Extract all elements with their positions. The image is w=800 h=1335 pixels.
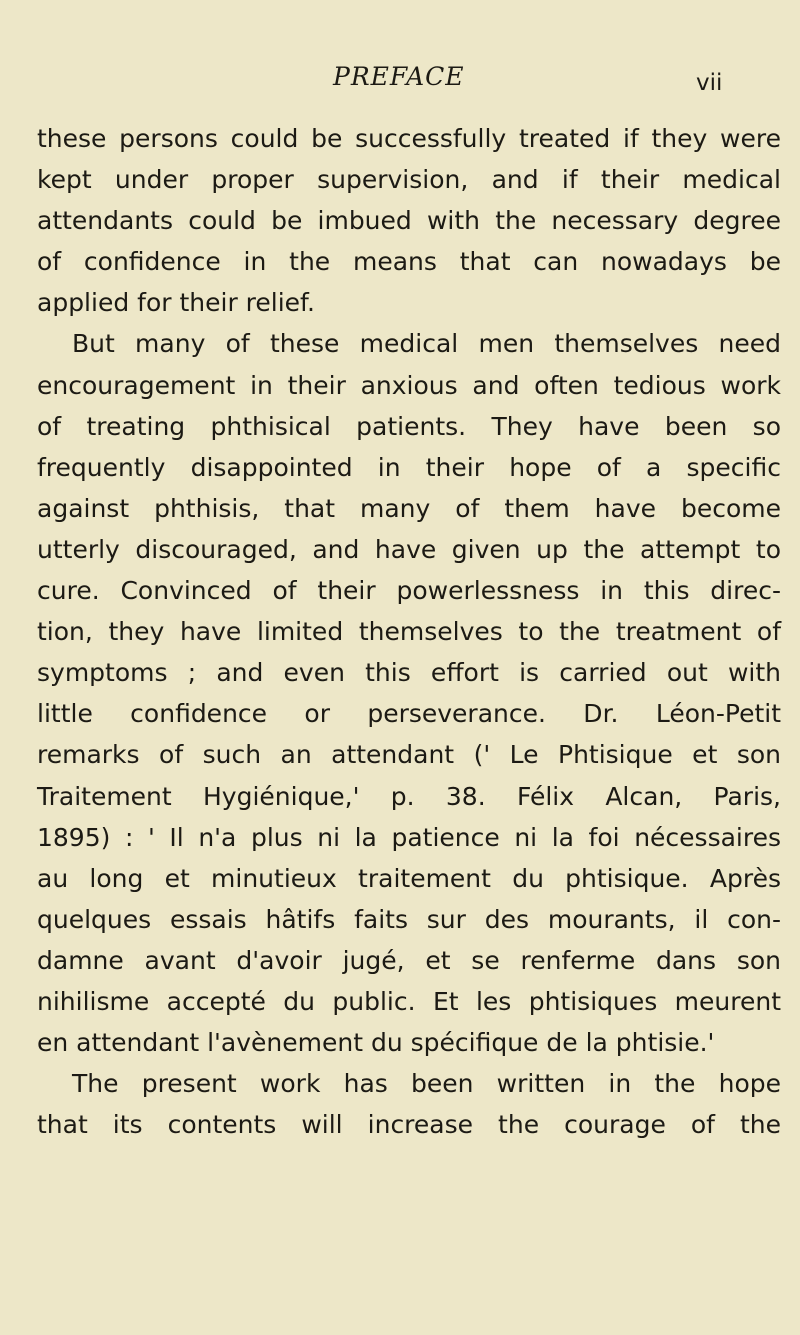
text-line: au long et minutieux traitement du phtisique. Après	[37, 863, 781, 893]
running-head: PREFACE	[333, 62, 465, 91]
text-line: quelques essais hâtifs faits sur des mourants, il con-	[37, 904, 781, 934]
text-line: attendants could be imbued with the necessary degree	[37, 206, 781, 236]
page-header	[0, 62, 800, 102]
text-line: remarks of such an attendant (' Le Phtisique et son	[37, 740, 781, 770]
text-line: applied for their relief.	[37, 288, 315, 318]
text-line: kept under proper supervision, and if their medical	[37, 165, 781, 195]
text-line: en attendant l'avènement du spécifique de la phtisie.'	[37, 1028, 715, 1058]
text-line: The present work has been written in the hope	[72, 1069, 781, 1099]
text-line: these persons could be successfully treated if they were	[37, 124, 781, 153]
text-line: utterly discouraged, and have given up the attempt to	[37, 534, 781, 564]
text-line: 1895) : ' Il n'a plus ni la patience ni la foi nécessaires	[37, 822, 781, 852]
text-line: that its contents will increase the courage of the	[37, 1110, 781, 1140]
text-line: But many of these medical men themselves need	[72, 329, 781, 359]
text-line: frequently disappointed in their hope of a specific	[37, 452, 781, 482]
text-line: symptoms ; and even this effort is carried out with	[37, 658, 781, 688]
text-line: little confidence or perseverance. Dr. Léon-Petit	[37, 699, 781, 729]
body-text	[37, 118, 781, 1145]
text-line: tion, they have limited themselves to the treatment of	[37, 617, 781, 647]
text-line: of treating phthisical patients. They have been so	[37, 411, 781, 441]
text-line: encouragement in their anxious and often tedious work	[37, 370, 781, 400]
text-line: of confidence in the means that can nowadays be	[37, 247, 781, 277]
text-line: nihilisme accepté du public. Et les phtisiques meurent	[37, 986, 781, 1016]
text-line: cure. Convinced of their powerlessness in this direc-	[37, 576, 781, 606]
text-line: damne avant d'avoir jugé, et se renferme dans son	[37, 945, 781, 975]
text-line: against phthisis, that many of them have become	[37, 493, 781, 523]
page-number: vii	[696, 70, 723, 96]
text-line: Traitement Hygiénique,' p. 38. Félix Alcan, Paris,	[37, 781, 781, 811]
